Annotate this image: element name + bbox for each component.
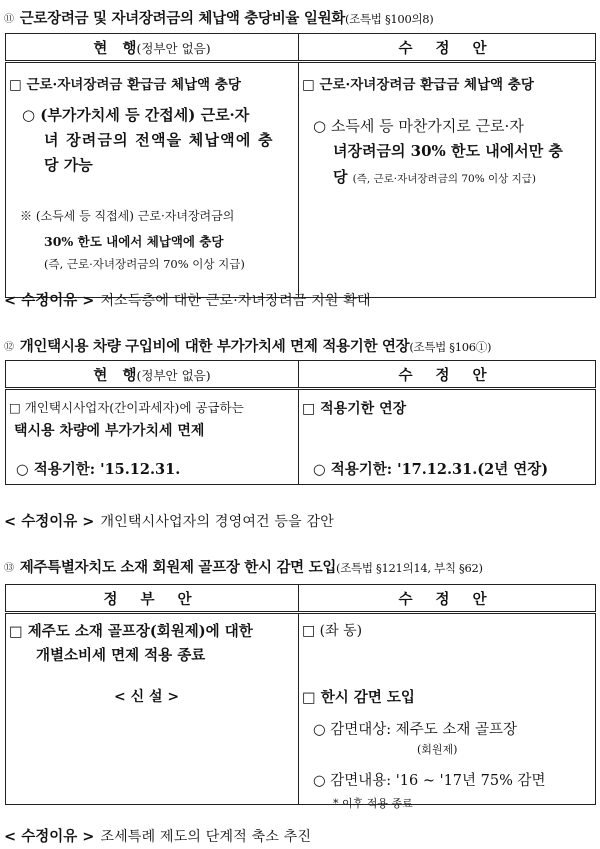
section-12-table: 현 행(정부안 없음) 수 정 안 □ 개인택시사업자(간이과세자)에 공급하는 택시용 차량에 부가가치세 면제 ○ 적용기한: '15.12.31. □ 적용기한 연장 ○ 적용기한: '17.12.31.(2년 연장) — [5, 360, 596, 485]
government-header: 정 부 안 — [6, 585, 299, 613]
section-11-table: 현 행(정부안 없음) 수 정 안 □ 근로·자녀장려금 환급금 체납액 충당 ○ (부가가치세 등 간접세) 근로·자 녀 장려금의 전액을 체납액에 충 당 가능 ※ (소득세 등 직접세) 근로·자녀장려금의 30% 한도 내에서 체납액에 충당 (즉, 근로·자녀장려금의 70% 이상 지급) □ 근로·자녀장려금 환급금 체납액 충당 ○ 소득세 등 마찬가지로 근로·자 녀장려금의 30% 한도 내에서만 충 당 (즉, 근로·자녀장려금의 70% 이상 지급) — [5, 33, 596, 298]
section-11-reason — [4, 289, 371, 310]
section-13-reason — [4, 825, 311, 846]
reason-text: 개인택시사업자의 경영여건 등을 감안 — [100, 514, 334, 530]
reason-text: 저소득층에 대한 근로·자녀장려금 지원 확대 — [100, 293, 371, 309]
section-12-title: ⑫ 개인택시용 차량 구입비에 대한 부가가치세 면제 적용기한 연장(조특법 §106①) — [4, 338, 492, 355]
current-header: 현 행(정부안 없음) — [6, 34, 299, 62]
section-11-title: ⑪ 근로장려금 및 자녀장려금의 체납액 충당비율 일원화(조특법 §100의8) — [4, 10, 434, 27]
law-reference: (조특법 §100의8) — [345, 12, 434, 26]
law-reference: (조특법 §121의14, 부칙 §62) — [336, 561, 483, 575]
revised-header: 수 정 안 — [299, 34, 596, 62]
reason-tag: < 수정이유 > — [4, 829, 95, 845]
section-12-reason — [4, 510, 334, 531]
law-reference: (조특법 §106①) — [409, 340, 492, 354]
current-header: 현 행(정부안 없음) — [6, 361, 299, 389]
section-13-table: 정 부 안 수 정 안 □ 제주도 소재 골프장(회원제)에 대한 개별소비세 면제 적용 종료 < 신 설 > □ (좌 동) □ 한시 감면 도입 ○ 감면대상: 제주도 소재 골프장 (회원제) ○ 감면내용: '16 ~ '17년 75% 감면 * 이후 적용 종료 — [5, 584, 596, 805]
revised-header: 수 정 안 — [299, 585, 596, 613]
reason-text: 조세특례 제도의 단계적 축소 추진 — [100, 829, 312, 845]
section-number: ⑬ — [4, 563, 14, 574]
section-13-title: ⑬ 제주특별자치도 소재 회원제 골프장 한시 감면 도입(조특법 §121의14, 부칙 §62) — [4, 559, 483, 576]
reason-tag: < 수정이유 > — [4, 293, 95, 309]
section-number: ⑪ — [4, 14, 14, 25]
revised-header: 수 정 안 — [299, 361, 596, 389]
section-number: ⑫ — [4, 342, 14, 353]
reason-tag: < 수정이유 > — [4, 514, 95, 530]
